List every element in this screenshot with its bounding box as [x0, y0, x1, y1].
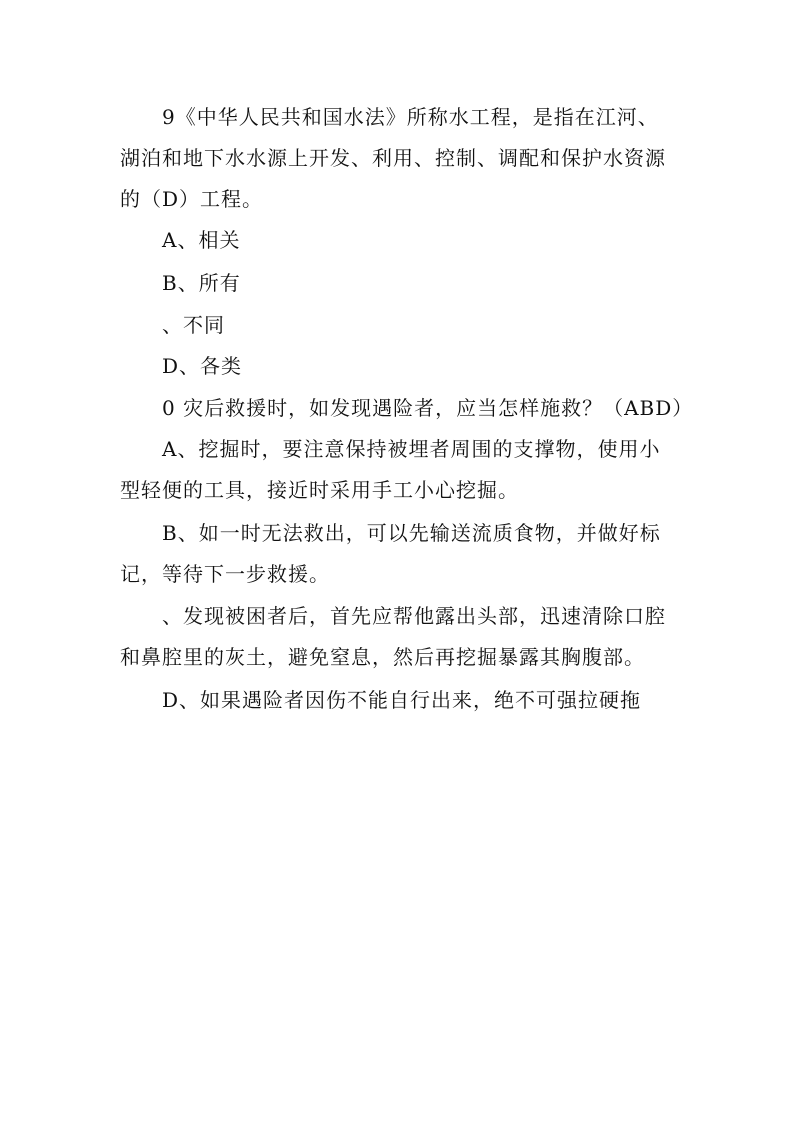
option-a-line-1: A、挖掘时，要注意保持被埋者周围的支撑物，使用小: [162, 437, 661, 461]
question-9-line-2: 湖泊和地下水水源上开发、利用、控制、调配和保护水资源: [120, 146, 666, 170]
question-9: [120, 97, 680, 220]
question-9-option-b: [120, 263, 680, 304]
question-9-option-a: [120, 220, 680, 261]
option-b-line-1: B、如一时无法救出，可以先输送流质食物，并做好标: [162, 521, 661, 545]
question-10-stem: [120, 388, 694, 429]
question-9-line-1: 9《中华人民共和国水法》所称水工程，是指在江河、: [162, 105, 659, 129]
question-9-option-c: [120, 305, 680, 346]
question-9-line-3: 的（D）工程。: [120, 187, 264, 211]
option-b-line-2: 记，等待下一步救援。: [120, 562, 330, 586]
question-10-option-a: [120, 429, 680, 511]
option-c-line-2: 和鼻腔里的灰土，避免窒息，然后再挖掘暴露其胸腹部。: [120, 645, 645, 669]
question-10-option-b: [120, 513, 680, 595]
option-d-line-1: D、如果遇险者因伤不能自行出来，绝不可强拉硬拖: [162, 688, 642, 712]
question-10-option-c: [120, 596, 680, 678]
question-9-option-d: [120, 346, 680, 387]
option-c-line-1: 、发现被困者后，首先应帮他露出头部，迅速清除口腔: [162, 604, 666, 628]
option-c-text: 、不同: [162, 313, 225, 337]
option-a-text: A、相关: [162, 228, 241, 252]
question-10-stem-text: 0 灾后救援时，如发现遇险者，应当怎样施救？（ABD）: [162, 396, 694, 420]
option-d-text: D、各类: [162, 354, 243, 378]
option-a-line-2: 型轻便的工具，接近时采用手工小心挖掘。: [120, 478, 519, 502]
question-10-option-d: [120, 680, 680, 721]
option-b-text: B、所有: [162, 271, 241, 295]
